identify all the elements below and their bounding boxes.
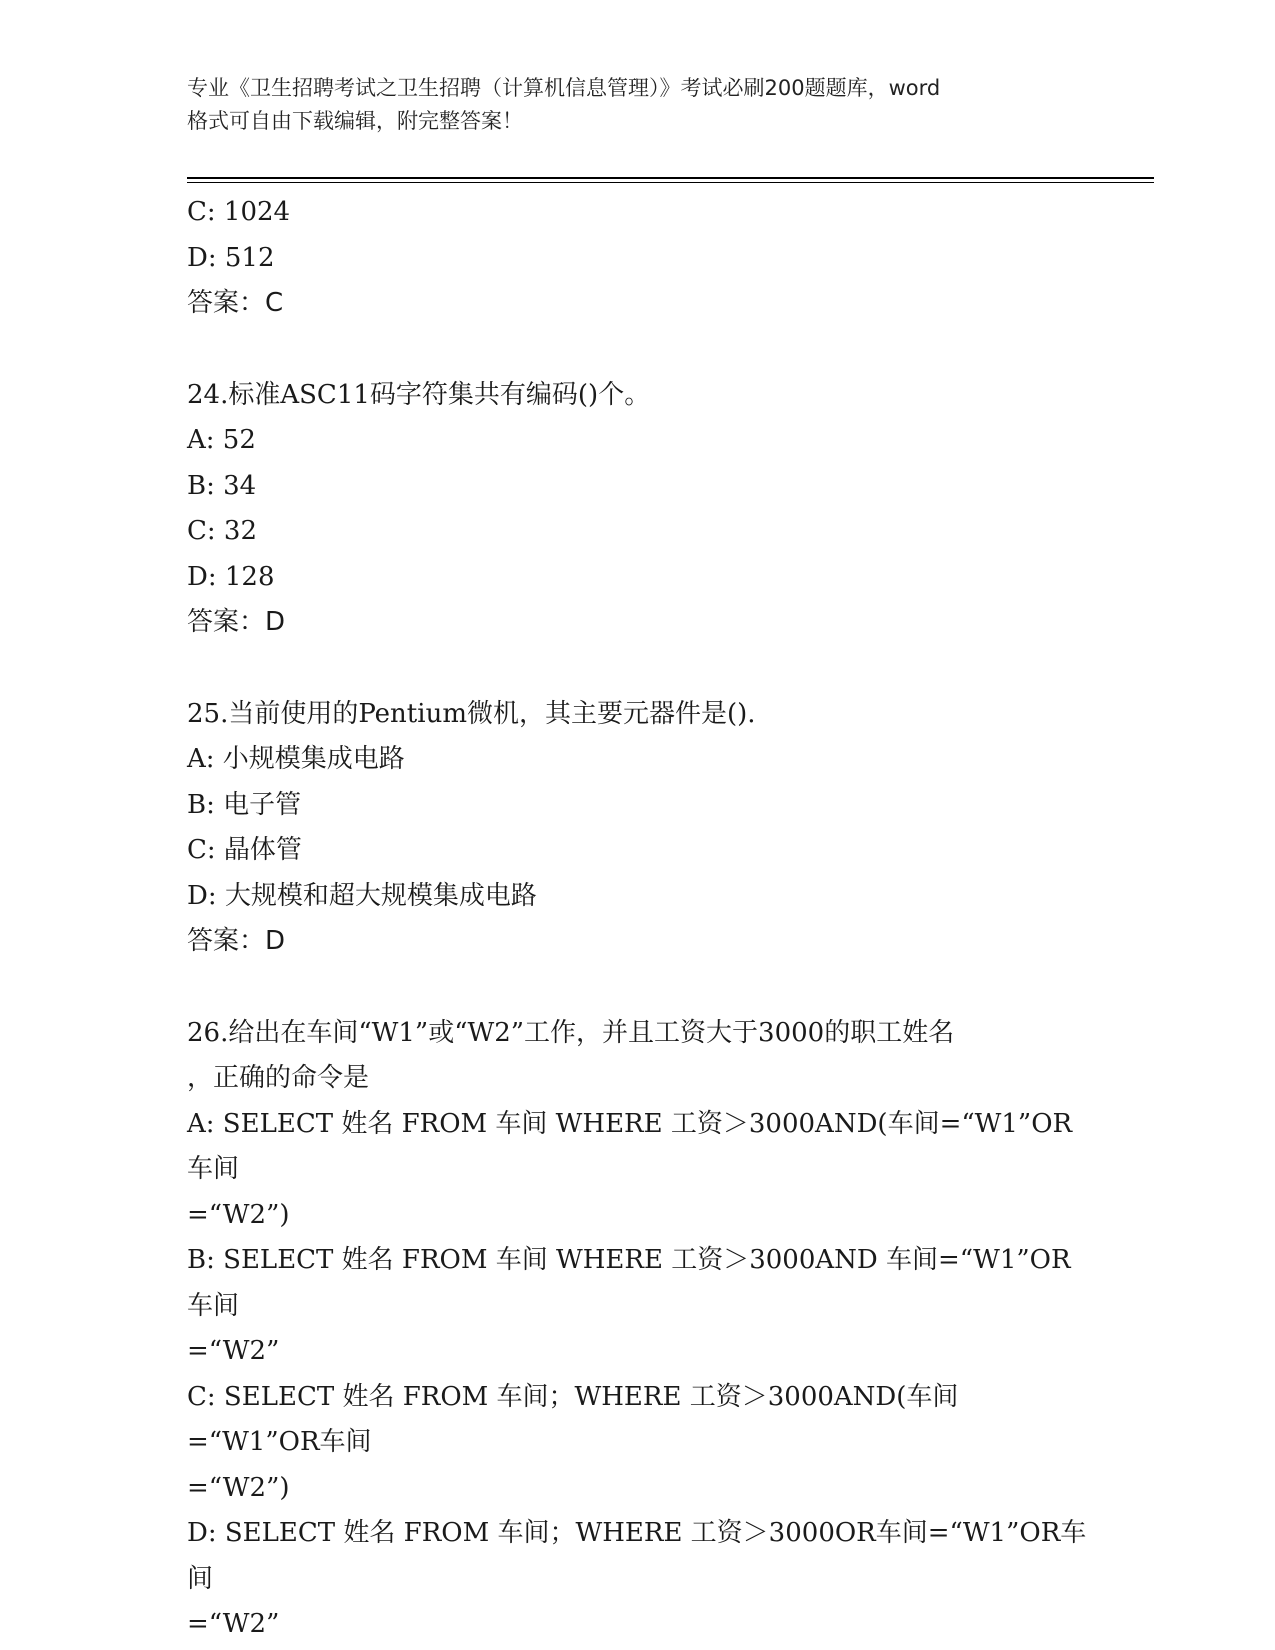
document-body [187,190,1087,1648]
question-25 [187,692,1087,965]
option-d-line-1: D: SELECT 姓名 FROM 车间；WHERE 工资＞3000OR车间=“W1”OR车间 [187,1518,1087,1594]
option-b: B: 34 [187,470,257,501]
option-a-line-2: =“W2”) [187,1199,290,1230]
question-stem: 24.标准ASC11码字符集共有编码()个。 [187,379,651,410]
option-b-line-2: =“W2” [187,1336,280,1366]
spacer [187,965,1087,1011]
header-line-2: 格式可自由下载编辑，附完整答案！ [187,109,523,133]
answer: 答案：D [187,607,286,637]
option-a-line-1: A: SELECT 姓名 FROM 车间 WHERE 工资＞3000AND(车间=“W1”OR车间 [187,1108,1073,1184]
answer: 答案：C [187,288,284,318]
option-a: A: 小规模集成电路 [187,744,405,774]
question-24 [187,373,1087,646]
option-d-line-2: =“W2” [187,1609,280,1639]
question-stem-line-1: 26.给出在车间“W1”或“W2”工作，并且工资大于3000的职工姓名 [187,1017,955,1048]
question-26 [187,1011,1087,1648]
header-rule-thick [187,177,1154,179]
option-c-line-1: C: SELECT 姓名 FROM 车间；WHERE 工资＞3000AND(车间=“W1”OR车间 [187,1381,959,1457]
spacer [187,646,1087,692]
option-c: C: 晶体管 [187,835,302,865]
question-23-tail [187,190,1087,327]
option-a: A: 52 [187,425,256,455]
header-rule-thin [187,182,1154,183]
option-b: B: 电子管 [187,789,302,820]
question-stem-line-2: ，正确的命令是 [187,1063,370,1093]
spacer [187,327,1087,373]
option-c: C: 32 [187,516,258,546]
option-b-line-1: B: SELECT 姓名 FROM 车间 WHERE 工资＞3000AND 车间=“W1”OR车间 [187,1245,1071,1321]
option-d: D: 512 [187,242,275,273]
option-d: D: 128 [187,561,275,592]
option-c: C: 1024 [187,197,291,227]
question-stem: 25.当前使用的Pentium微机，其主要元器件是(). [187,698,756,729]
header-line-1: 专业《卫生招聘考试之卫生招聘（计算机信息管理）》考试必刷200题题库，word [187,76,941,100]
answer: 答案：D [187,926,286,956]
option-c-line-2: =“W2”) [187,1472,290,1503]
document-header [187,72,1087,138]
option-d: D: 大规模和超大规模集成电路 [187,880,537,911]
